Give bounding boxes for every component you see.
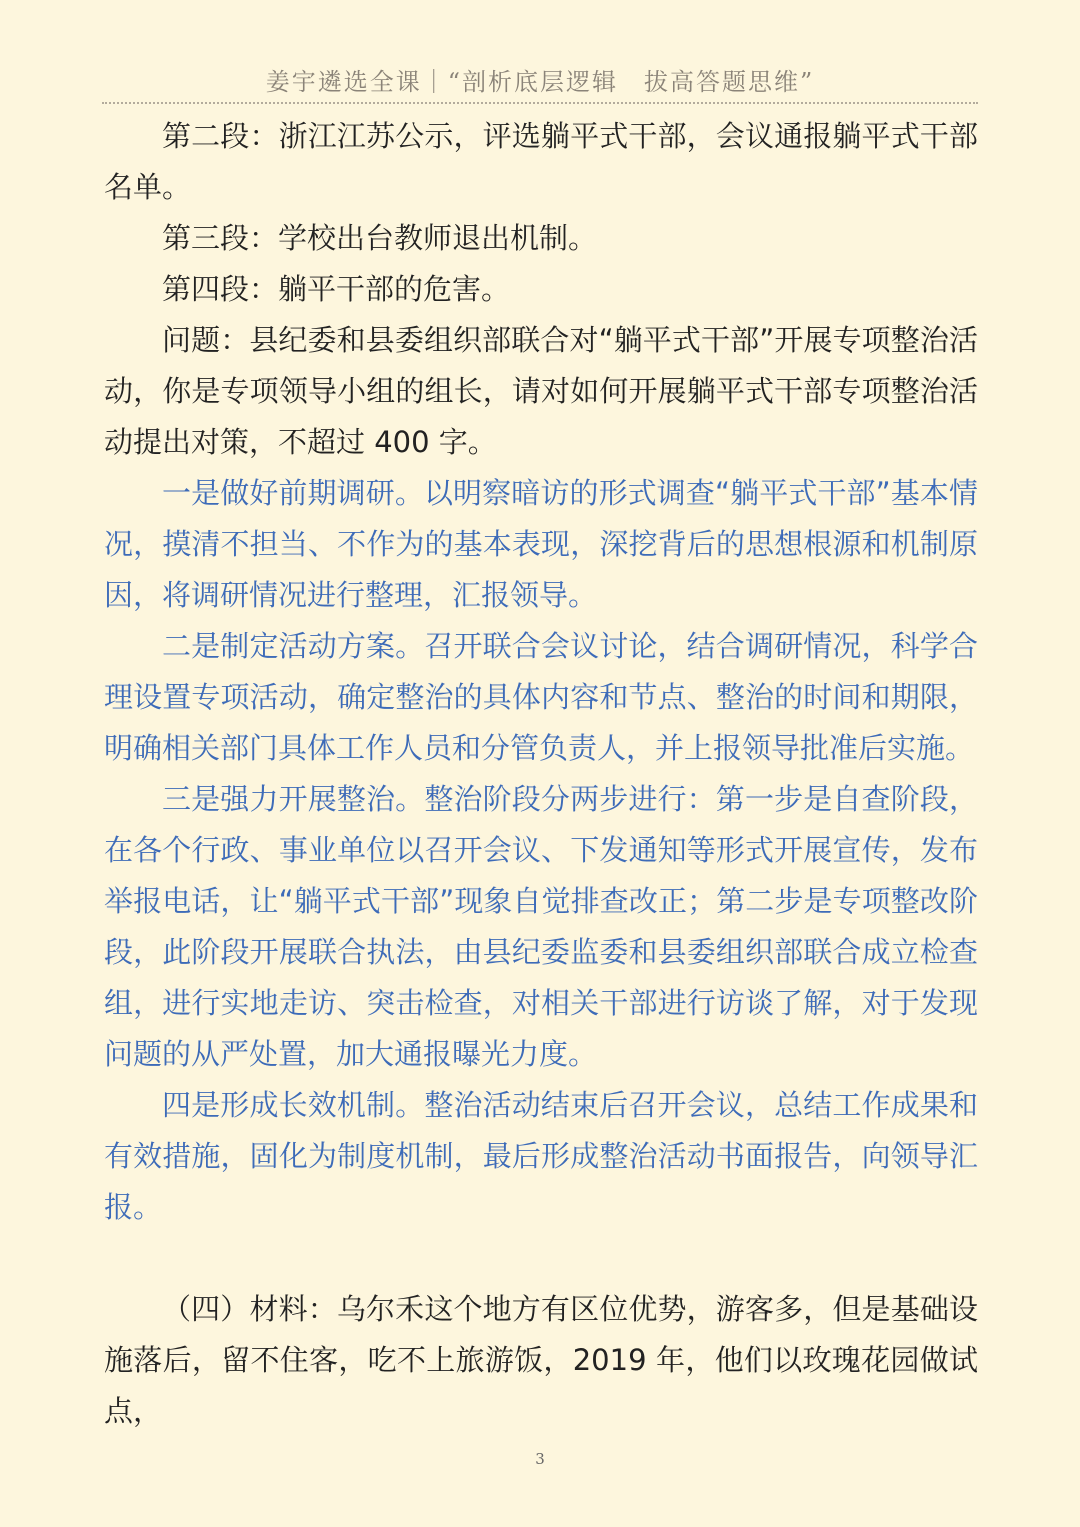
page-number: 3 [535, 1450, 545, 1468]
answer-point-2: 二是制定活动方案。召开联合会议讨论，结合调研情况，科学合理设置专项活动，确定整治的具体内容和节点、整治的时间和期限，明确相关部门具体工作人员和分管负责人，并上报领导批准后实施。 [104, 629, 978, 765]
running-header: 姜宇遴选全课｜“剖析底层逻辑 拔高答题思维” [265, 68, 815, 96]
section-spacer [104, 1233, 978, 1284]
question-paragraph: 问题：县纪委和县委组织部联合对“躺平式干部”开展专项整治活动，你是专项领导小组的组长，请对如何开展躺平式干部专项整治活动提出对策，不超过 400 字。 [104, 323, 978, 459]
material-paragraph: （四）材料：乌尔禾这个地方有区位优势，游客多，但是基础设施落后，留不住客，吃不上旅游饭，2019 年，他们以玫瑰花园做试点， [104, 1292, 978, 1428]
paragraph-section-2: 第二段：浙江江苏公示，评选躺平式干部，会议通报躺平式干部名单。 [104, 119, 978, 204]
answer-point-3: 三是强力开展整治。整治阶段分两步进行：第一步是自查阶段，在各个行政、事业单位以召开会议、下发通知等形式开展宣传，发布举报电话，让“躺平式干部”现象自觉排查改正；第二步是专项整改阶段，此阶段开展联合执法，由县纪委监委和县委组织部联合成立检查组，进行实地走访、突击检查，对相关干部进行访谈了解，对于发现问题的从严处置，加大通报曝光力度。 [104, 782, 978, 1071]
header-divider [102, 102, 978, 104]
answer-point-1: 一是做好前期调研。以明察暗访的形式调查“躺平式干部”基本情况，摸清不担当、不作为的基本表现，深挖背后的思想根源和机制原因，将调研情况进行整理，汇报领导。 [104, 476, 978, 612]
answer-point-4: 四是形成长效机制。整治活动结束后召开会议，总结工作成果和有效措施，固化为制度机制，最后形成整治活动书面报告，向领导汇报。 [104, 1088, 978, 1224]
paragraph-section-4: 第四段：躺平干部的危害。 [162, 272, 511, 306]
document-body [104, 111, 978, 1437]
paragraph-section-3: 第三段：学校出台教师退出机制。 [162, 221, 598, 255]
